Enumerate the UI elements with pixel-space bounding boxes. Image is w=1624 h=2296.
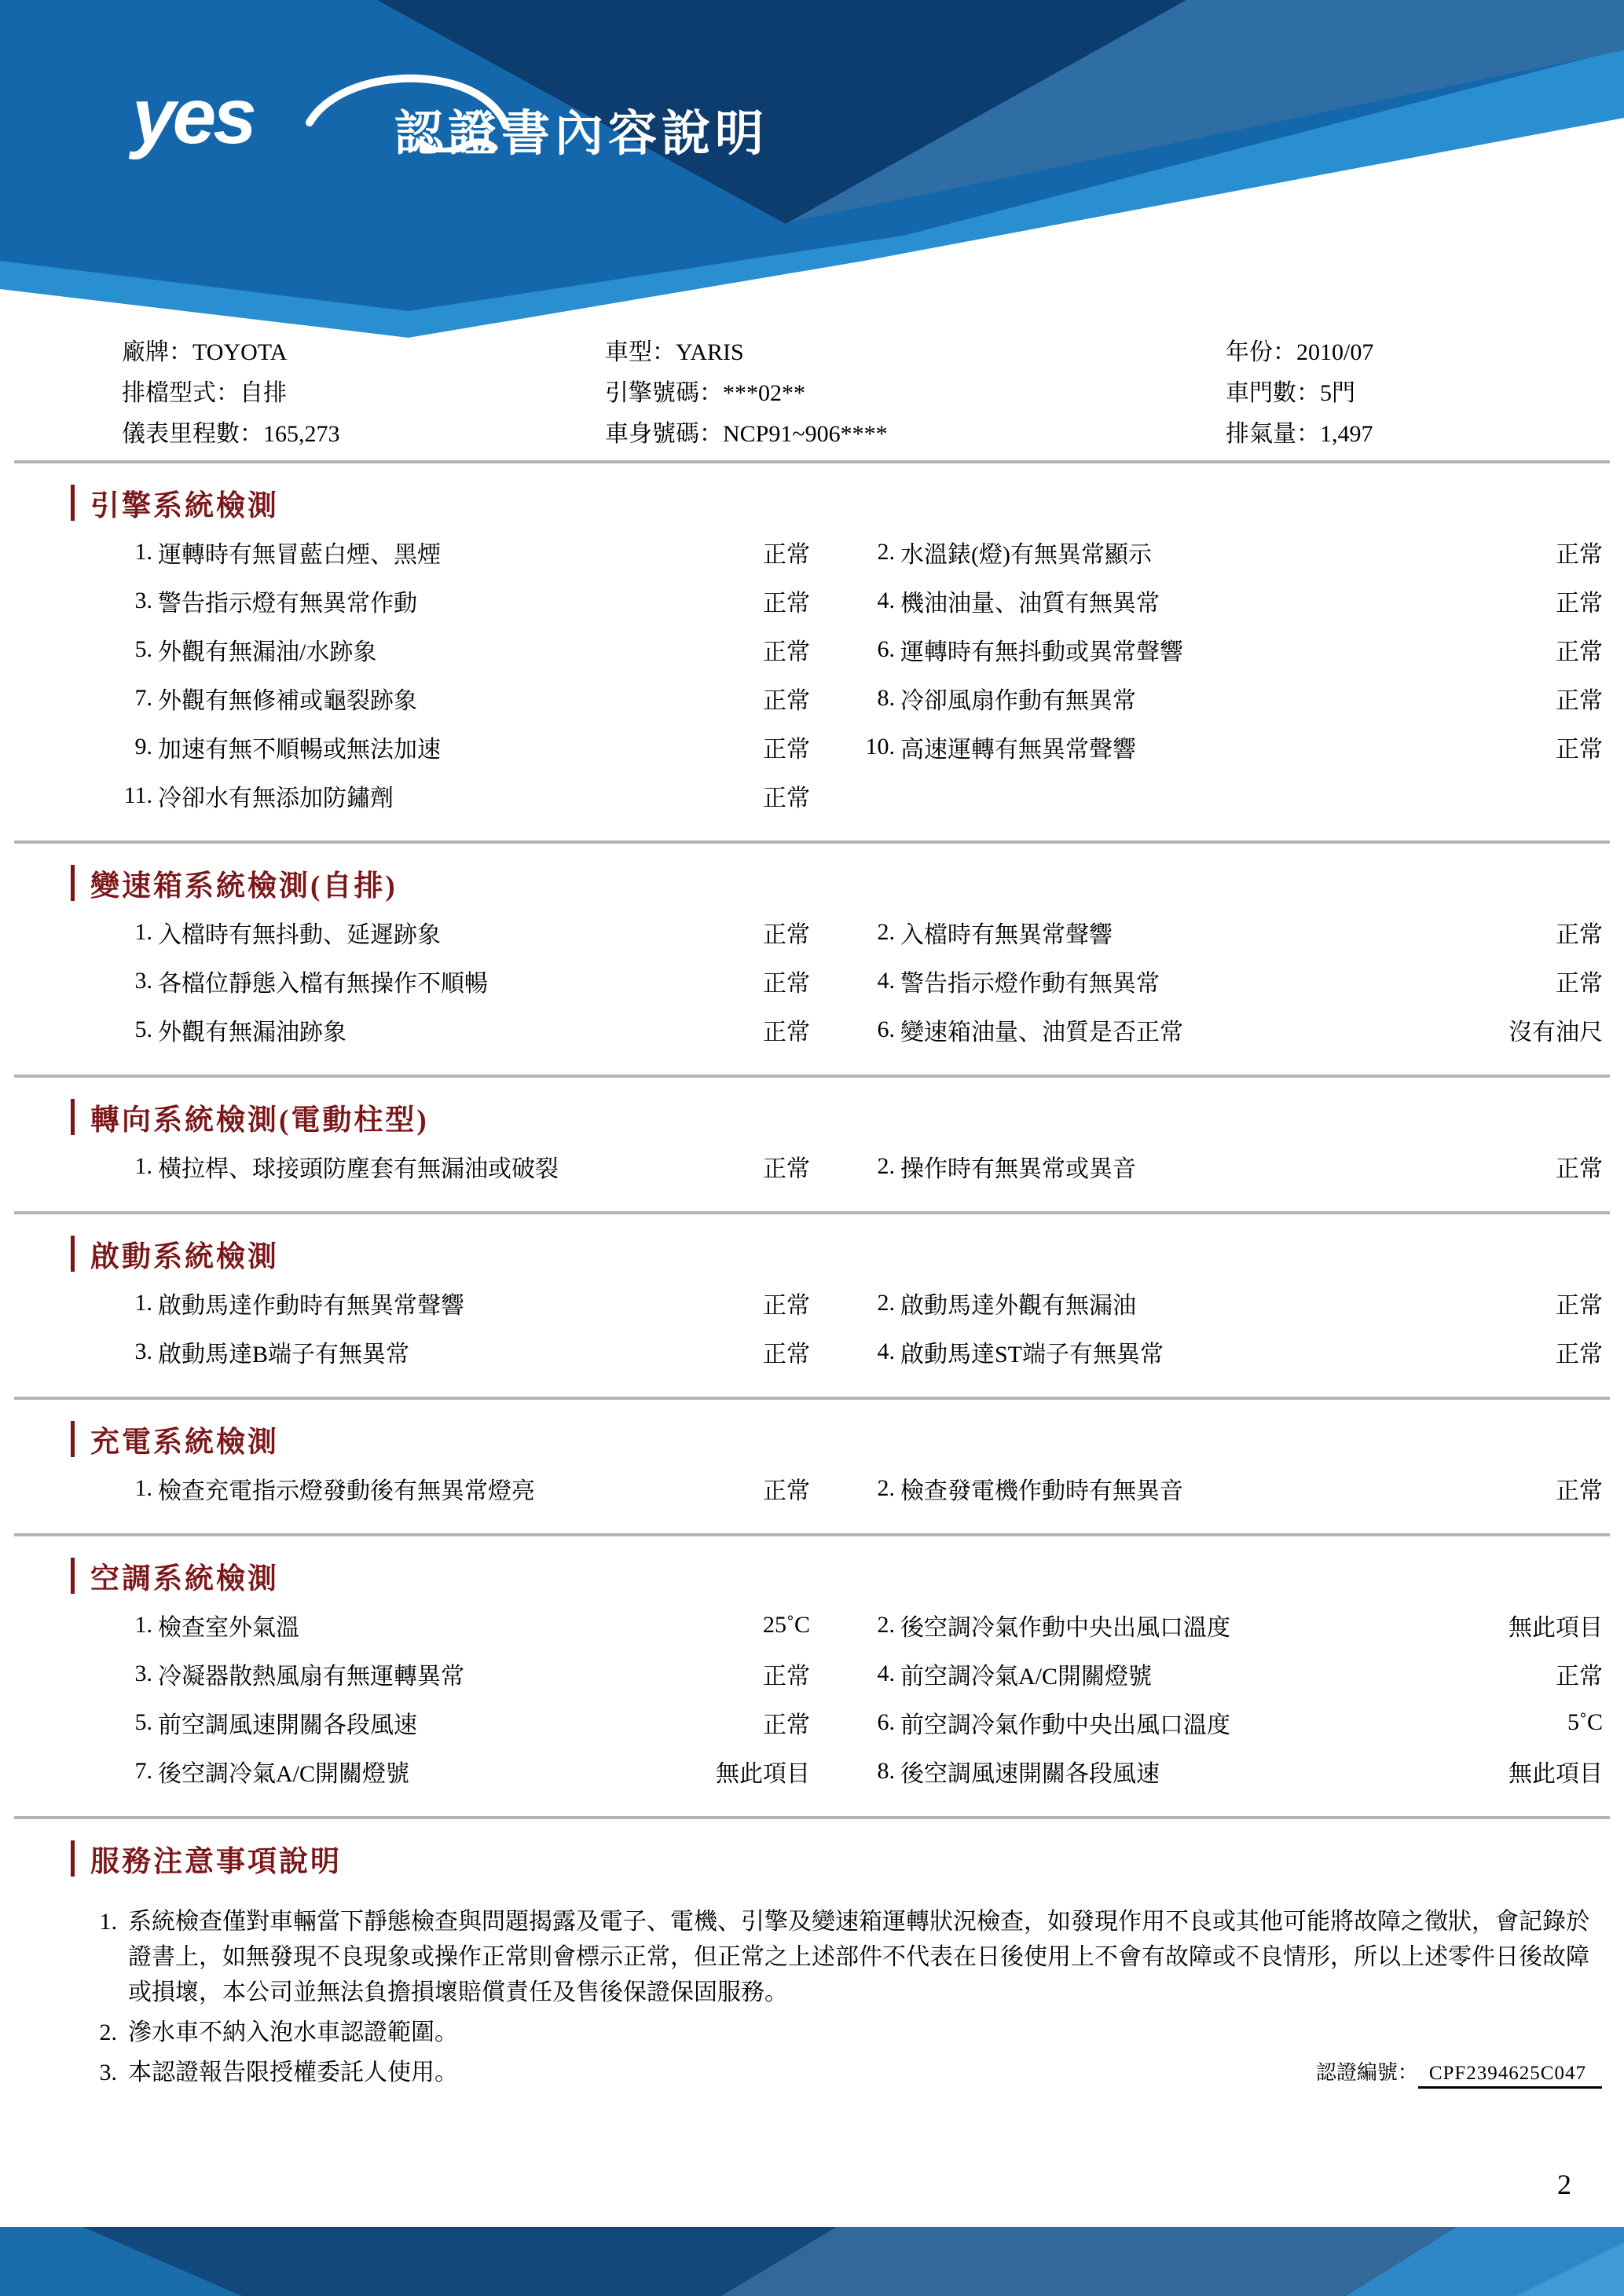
item-text: 前空調冷氣作動中央出風口溫度 [900,1712,1230,1738]
item-result: 正常 [763,1342,810,1368]
item-text: 啟動馬達ST端子有無異常 [900,1342,1164,1368]
item-number: 6. [877,1016,895,1042]
item-result: 無此項目 [1509,1615,1603,1641]
vehicle-field [122,379,605,408]
vehicle-field-value: TOYOTA [192,339,288,365]
item-result: 正常 [1556,639,1603,665]
item-text: 檢查充電指示燈發動後有無異常燈亮 [158,1478,535,1504]
inspection-item [821,1464,1603,1513]
inspection-item [110,1464,821,1513]
inspection-item [821,1650,1603,1698]
inspection-section [0,1417,1624,1536]
section-items [0,1598,1624,1816]
vehicle-field-value: 5門 [1320,380,1355,406]
divider [14,1211,1610,1214]
item-text: 加速有無不順暢或無法加速 [158,737,441,763]
item-text: 水溫錶(燈)有無異常顯示 [900,542,1152,568]
section-title: 變速箱系統檢測(自排) [90,870,398,903]
item-result: 無此項目 [1509,1761,1603,1787]
vehicle-field-value: 自排 [240,380,287,406]
item-number: 3. [134,1661,152,1686]
section-title: 轉向系統檢測(電動柱型) [90,1104,429,1137]
inspection-item [821,528,1603,577]
inspection-section [0,1232,1624,1400]
item-result: 正常 [763,1293,810,1319]
vehicle-info-grid [0,330,1624,460]
section-title-row [71,861,1624,905]
item-number: 4. [877,1661,895,1686]
inspection-item [821,1279,1603,1327]
inspection-item [821,625,1603,674]
item-result: 正常 [1556,922,1603,948]
item-result: 正常 [1556,1664,1603,1690]
item-number: 8. [877,685,895,711]
inspection-item [110,723,821,771]
item-text: 檢查室外氣溫 [158,1615,299,1641]
vehicle-field [605,379,1226,408]
item-text: 機油油量、油質有無異常 [900,591,1160,617]
item-text: 冷卻水有無添加防鏽劑 [158,785,394,811]
item-text: 外觀有無修補或龜裂跡象 [158,688,417,714]
item-text: 啟動馬達外觀有無漏油 [900,1293,1136,1319]
vehicle-field-value: ***02** [723,380,805,406]
item-text: 操作時有無異常或異音 [900,1156,1136,1182]
section-items [0,525,1624,840]
item-number: 11. [123,782,152,808]
item-number: 1. [134,539,152,565]
note-text: 滲水車不納入泡水車認證範圍。 [128,2020,458,2045]
inspection-item [110,674,821,723]
inspection-item [821,1142,1603,1191]
divider [14,460,1610,463]
inspection-section [0,481,1624,844]
item-result: 正常 [763,1712,810,1738]
item-text: 警告指示燈作動有無異常 [900,971,1160,997]
service-note-item [82,2015,1600,2050]
vehicle-field [1226,338,1608,368]
note-text: 本認證報告限授權委託人使用。 [128,2060,458,2085]
vehicle-field [605,419,1226,449]
inspection-item [821,1005,1603,1054]
vehicle-field-label: 廠牌： [122,339,192,365]
item-result: 正常 [1556,971,1603,997]
item-text: 各檔位靜態入檔有無操作不順暢 [158,971,488,997]
inspection-section [0,1554,1624,1819]
inspection-section [0,861,1624,1078]
item-number: 5. [134,1709,152,1735]
vehicle-field-value: NCP91~906**** [723,421,888,447]
inspection-item [110,1142,821,1191]
item-number: 4. [877,588,895,613]
inspection-item [110,771,821,820]
item-text: 檢查發電機作動時有無異音 [900,1478,1183,1504]
section-title-row [71,1417,1624,1461]
inspection-item [110,1650,821,1698]
item-number: 3. [134,1338,152,1364]
item-number: 1. [134,919,152,945]
inspection-item [110,1327,821,1376]
section-title-bar [71,1421,75,1457]
item-number: 3. [134,968,152,994]
item-text: 橫拉桿、球接頭防塵套有無漏油或破裂 [158,1156,559,1182]
item-number: 3. [134,588,152,613]
inspection-item [110,1698,821,1747]
item-number: 4. [877,968,895,994]
item-number: 2. [877,539,895,565]
item-number: 7. [134,1758,152,1784]
item-text: 入檔時有無抖動、延遲跡象 [158,922,441,948]
item-text: 運轉時有無抖動或異常聲響 [900,639,1183,665]
vehicle-field-label: 車身號碼： [605,421,723,447]
item-result: 正常 [763,971,810,997]
page-number: 2 [1557,2169,1571,2200]
inspection-item [110,1279,821,1327]
item-number: 2. [877,1475,895,1501]
vehicle-field [1226,379,1608,408]
item-result: 正常 [763,1664,810,1690]
item-number: 6. [877,636,895,662]
note-number: 2. [99,2020,117,2045]
item-result: 正常 [763,1156,810,1182]
item-text: 後空調風速開關各段風速 [900,1761,1160,1787]
item-result: 正常 [1556,591,1603,617]
divider [14,840,1610,844]
section-title-row [71,481,1624,525]
section-title-row [71,1554,1624,1598]
item-number: 2. [877,1153,895,1179]
certificate-number [1316,2056,1602,2089]
inspection-item [821,577,1603,625]
item-number: 9. [134,734,152,760]
item-number: 2. [877,919,895,945]
inspection-item [110,1005,821,1054]
section-title-row [71,1232,1624,1276]
yes-logo-text: yes [132,72,254,160]
vehicle-field-label: 排氣量： [1226,421,1320,447]
item-text: 後空調冷氣作動中央出風口溫度 [900,1615,1230,1641]
item-result: 正常 [1556,1342,1603,1368]
item-number: 2. [877,1612,895,1638]
section-title-bar [71,865,75,901]
certificate-label: 認證編號： [1315,2061,1418,2084]
section-title-bar [71,1558,75,1594]
item-result: 25˚C [763,1612,810,1638]
vehicle-field [122,338,605,368]
inspection-item [110,957,821,1005]
item-text: 後空調冷氣A/C開關燈號 [158,1761,410,1787]
vehicle-field-label: 車型： [605,339,676,365]
section-items [0,1139,1624,1211]
item-result: 5˚C [1567,1709,1603,1735]
vehicle-field-value: 1,497 [1320,421,1373,447]
vehicle-field-label: 車門數： [1226,380,1320,406]
item-number: 1. [134,1153,152,1179]
item-text: 冷凝器散熱風扇有無運轉異常 [158,1664,464,1690]
item-number: 6. [877,1709,895,1735]
certificate-value: CPF2394625C047 [1418,2063,1602,2089]
vehicle-field [605,338,1226,368]
divider [14,1397,1610,1400]
item-text: 啟動馬達B端子有無異常 [158,1342,410,1368]
inspection-item [821,1327,1603,1376]
item-number: 2. [877,1290,895,1316]
service-notes-section [0,1836,1624,2090]
inspection-item [821,1601,1603,1650]
inspection-item [821,957,1603,1005]
item-number: 1. [134,1290,152,1316]
item-text: 警告指示燈有無異常作動 [158,591,417,617]
section-title: 啟動系統檢測 [90,1241,279,1273]
note-text: 系統檢查僅對車輛當下靜態檢查與問題揭露及電子、電機、引擎及變速箱運轉狀況檢查，如發現作用不良或其他可能將故障之徵狀，會記錄於證書上，如無發現不良現象或操作正常則會標示正常，但正常之上述部件不代表在日後使用上不會有故障或不良情形，所以上述零件日後故障或損壞，本公司並無法負擔損壞賠償責任及售後保證保固服務。 [128,1909,1589,2005]
section-title-bar [71,1099,75,1135]
item-result: 正常 [763,1020,810,1045]
item-text: 啟動馬達作動時有無異常聲響 [158,1293,464,1319]
section-title-bar [71,1840,75,1877]
section-title-bar [71,485,75,521]
item-text: 高速運轉有無異常聲響 [900,737,1136,763]
item-number: 5. [134,1016,152,1042]
inspection-item [110,1601,821,1650]
divider [14,1816,1610,1819]
item-result: 正常 [1556,1478,1603,1504]
item-number: 7. [134,685,152,711]
vehicle-field [122,419,605,449]
item-text: 運轉時有無冒藍白煙、黑煙 [158,542,441,568]
footer-shape-mid [721,2227,1457,2296]
item-result: 正常 [763,688,810,714]
inspection-item [110,1747,821,1796]
item-result: 沒有油尺 [1509,1020,1603,1045]
inspection-item [110,625,821,674]
vehicle-field-value: 165,273 [263,421,340,447]
vehicle-field-label: 排檔型式： [122,380,240,406]
vehicle-field-label: 引擎號碼： [605,380,723,406]
inspection-item [821,674,1603,723]
vehicle-field-value: 2010/07 [1296,339,1374,365]
section-title: 服務注意事項說明 [90,1846,342,1878]
item-result: 正常 [1556,1156,1603,1182]
item-number: 4. [877,1338,895,1364]
divider [14,1533,1610,1536]
item-result: 正常 [1556,688,1603,714]
section-items [0,905,1624,1075]
item-number: 1. [134,1475,152,1501]
inspection-sections [0,481,1624,1819]
inspection-item [821,908,1603,957]
vehicle-field-label: 年份： [1226,339,1296,365]
item-text: 冷卻風扇作動有無異常 [900,688,1136,714]
section-title: 空調系統檢測 [90,1563,279,1595]
inspection-item [110,577,821,625]
note-number: 3. [99,2060,117,2085]
item-result: 正常 [763,542,810,568]
section-title-bar [71,1236,75,1272]
section-title-row [71,1836,1624,1880]
section-items [0,1461,1624,1533]
inspection-section [0,1095,1624,1214]
item-number: 5. [134,636,152,662]
page-title: 認證書內容說明 [394,107,769,161]
item-text: 變速箱油量、油質是否正常 [900,1020,1183,1045]
item-result: 正常 [763,639,810,665]
note-number: 1. [99,1909,117,1935]
inspection-item [110,528,821,577]
inspection-item [821,1747,1603,1796]
item-result: 無此項目 [716,1761,810,1787]
inspection-item [110,908,821,957]
footer-banner [0,2227,1624,2296]
section-title: 引擎系統檢測 [90,490,279,522]
item-result: 正常 [763,591,810,617]
section-items [0,1276,1624,1397]
vehicle-field-value: YARIS [676,339,744,365]
item-result: 正常 [763,785,810,811]
inspection-item [821,723,1603,771]
item-number: 8. [877,1758,895,1784]
item-number: 10. [865,734,895,760]
item-result: 正常 [1556,1293,1603,1319]
section-title-row [71,1095,1624,1139]
vehicle-field [1226,419,1608,449]
item-result: 正常 [1556,737,1603,763]
item-result: 正常 [763,737,810,763]
item-number: 1. [134,1612,152,1638]
section-title: 充電系統檢測 [90,1426,279,1459]
vehicle-field-label: 儀表里程數： [122,421,263,447]
item-result: 正常 [763,922,810,948]
item-text: 前空調風速開關各段風速 [158,1712,417,1738]
item-text: 入檔時有無異常聲響 [900,922,1113,948]
item-text: 外觀有無漏油跡象 [158,1020,346,1045]
item-text: 前空調冷氣A/C開關燈號 [900,1664,1153,1690]
item-text: 外觀有無漏油/水跡象 [158,639,377,665]
inspection-item [821,1698,1603,1747]
item-result: 正常 [763,1478,810,1504]
service-note-item [82,1904,1600,2010]
item-result: 正常 [1556,542,1603,568]
divider [14,1075,1610,1078]
